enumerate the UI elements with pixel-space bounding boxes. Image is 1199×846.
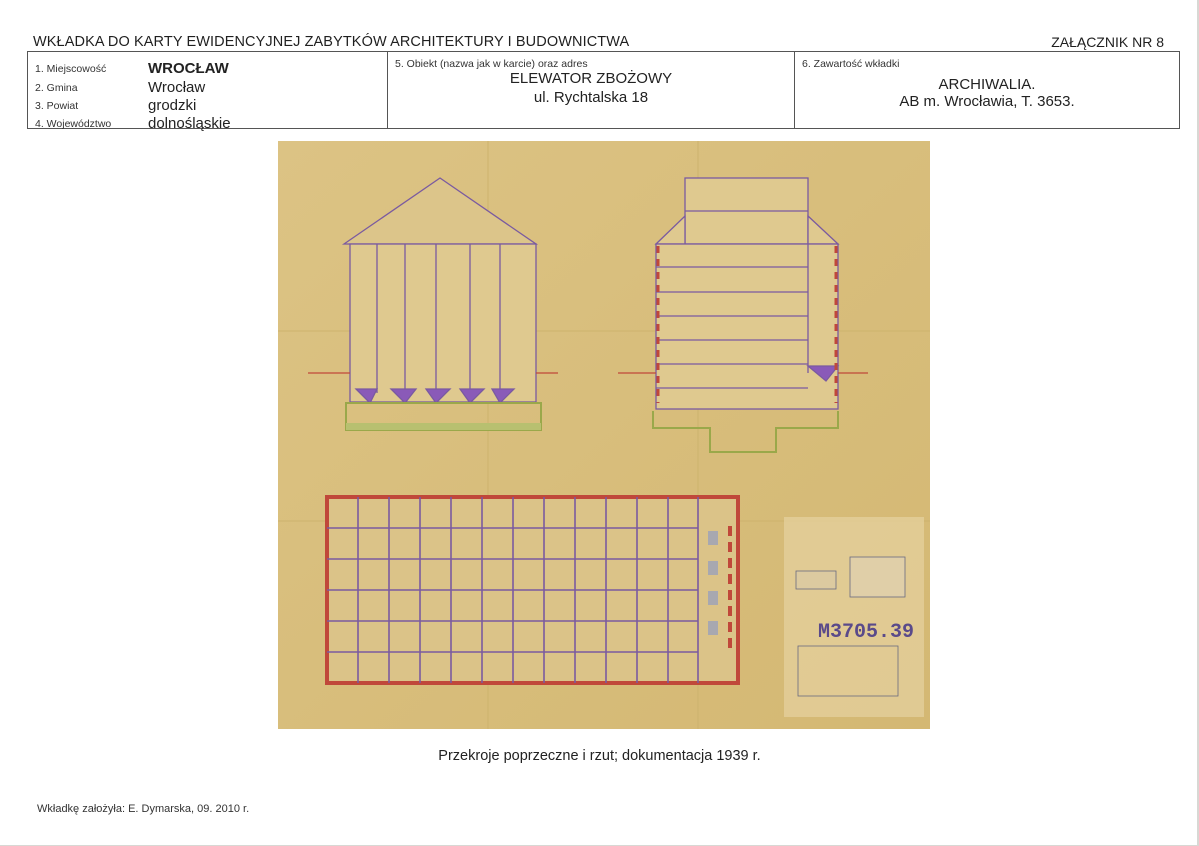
floor-plan-drawing [327,497,738,683]
location-label: 1. Miejscowość [35,63,107,75]
contents-label: 6. Zawartość wkładki [802,58,900,70]
author-footer: Wkładkę założyła: E. Dymarska, 09. 2010 r. [37,803,250,815]
location-label: 3. Powiat [35,100,79,112]
info-table [27,51,1180,132]
archive-stamp-number: M3705.39 [818,621,915,644]
object-label: 5. Obiekt (nazwa jak w karcie) oraz adres [395,58,588,70]
location-value: Wrocław [148,79,206,96]
location-cell [28,52,388,132]
location-row [35,113,385,131]
contents-line-2: AB m. Wrocławia, T. 3653. [899,93,1075,110]
location-row [35,77,385,95]
document-title: WKŁADKA DO KARTY EWIDENCYJNEJ ZABYTKÓW ARCHITEKTURY I BUDOWNICTWA [33,34,630,50]
location-label: 4. Województwo [35,118,112,130]
annex-number: ZAŁĄCZNIK NR 8 [1051,34,1164,50]
location-value: WROCŁAW [148,60,229,77]
contents-cell [795,52,1179,128]
archival-drawing-image [278,141,930,729]
contents-line-1: ARCHIWALIA. [938,76,1036,93]
location-value: dolnośląskie [148,115,231,132]
image-caption: Przekroje poprzeczne i rzut; dokumentacja 1939 r. [438,748,761,764]
object-name: ELEWATOR ZBOŻOWY [509,70,673,87]
location-value: grodzki [148,97,197,114]
drawing-svg [278,141,930,729]
object-address: ul. Rychtalska 18 [533,89,649,106]
object-cell [388,52,795,128]
location-label: 2. Gmina [35,82,78,94]
location-row [35,58,385,76]
location-row [35,95,385,113]
